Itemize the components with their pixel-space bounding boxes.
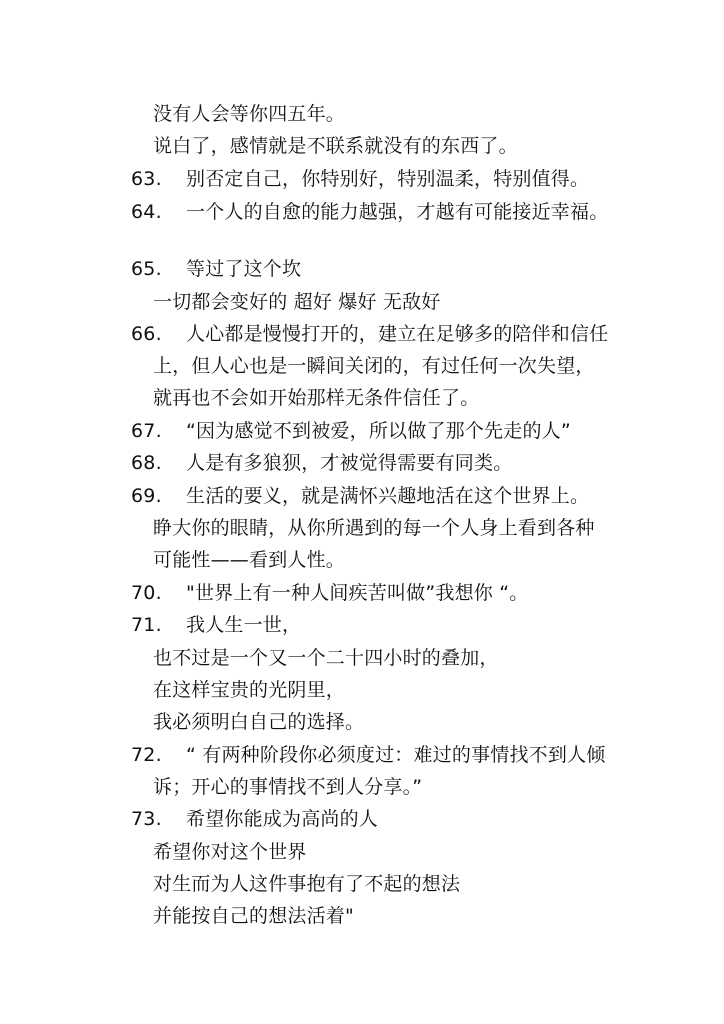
- item-number: 73.: [131, 808, 162, 830]
- item-number: 64.: [131, 201, 162, 223]
- line-text: 希望你对这个世界: [153, 841, 307, 863]
- item-number: 69.: [131, 485, 162, 507]
- line-text: "世界上有一种人间疾苦叫做”我想你 “。: [186, 582, 529, 604]
- line-text: 并能按自己的想法活着": [153, 905, 354, 927]
- line-text: 睁大你的眼睛，从你所遇到的每一个人身上看到各种: [153, 517, 595, 539]
- line-text: 我人生一世，: [186, 614, 302, 636]
- item-number: 71.: [131, 614, 162, 636]
- line-text: 等过了这个坎: [186, 258, 302, 280]
- item-number: 68.: [131, 452, 162, 474]
- item-number: 63.: [131, 168, 162, 190]
- item-number: 65.: [131, 258, 162, 280]
- line-text: 一切都会变好的 超好 爆好 无敌好: [153, 291, 441, 313]
- line-text: 上，但人心也是一瞬间关闭的，有过任何一次失望，: [153, 355, 595, 377]
- line-text: 没有人会等你四五年。: [153, 103, 346, 125]
- line-text: “因为感觉不到被爱，所以做了那个先走的人”: [186, 420, 571, 442]
- line-text: 对生而为人这件事抱有了不起的想法: [153, 873, 461, 895]
- line-text: 人是有多狼狈，才被觉得需要有同类。: [186, 452, 513, 474]
- item-number: 70.: [131, 582, 162, 604]
- line-text: 诉；开心的事情找不到人分享。”: [153, 776, 423, 798]
- line-text: 可能性——看到人性。: [153, 549, 346, 571]
- line-text: 一个人的自愈的能力越强，才越有可能接近幸福。: [186, 201, 609, 223]
- line-text: 希望你能成为高尚的人: [186, 808, 379, 830]
- line-text: 我必须明白自己的选择。: [153, 711, 365, 733]
- line-text: 在这样宝贵的光阴里，: [153, 679, 346, 701]
- line-text: “ 有两种阶段你必须度过：难过的事情找不到人倾: [186, 744, 606, 766]
- line-text: 说白了，感情就是不联系就没有的东西了。: [153, 135, 518, 157]
- line-text: 人心都是慢慢打开的，建立在足够多的陪伴和信任: [186, 323, 609, 345]
- item-number: 67.: [131, 420, 162, 442]
- item-number: 72.: [131, 744, 162, 766]
- line-text: 就再也不会如开始那样无条件信任了。: [153, 387, 480, 409]
- item-number: 66.: [131, 323, 162, 345]
- line-text: 生活的要义，就是满怀兴趣地活在这个世界上。: [186, 485, 590, 507]
- line-text: 别否定自己，你特别好，特别温柔，特别值得。: [186, 168, 590, 190]
- line-text: 也不过是一个又一个二十四小时的叠加，: [153, 647, 499, 669]
